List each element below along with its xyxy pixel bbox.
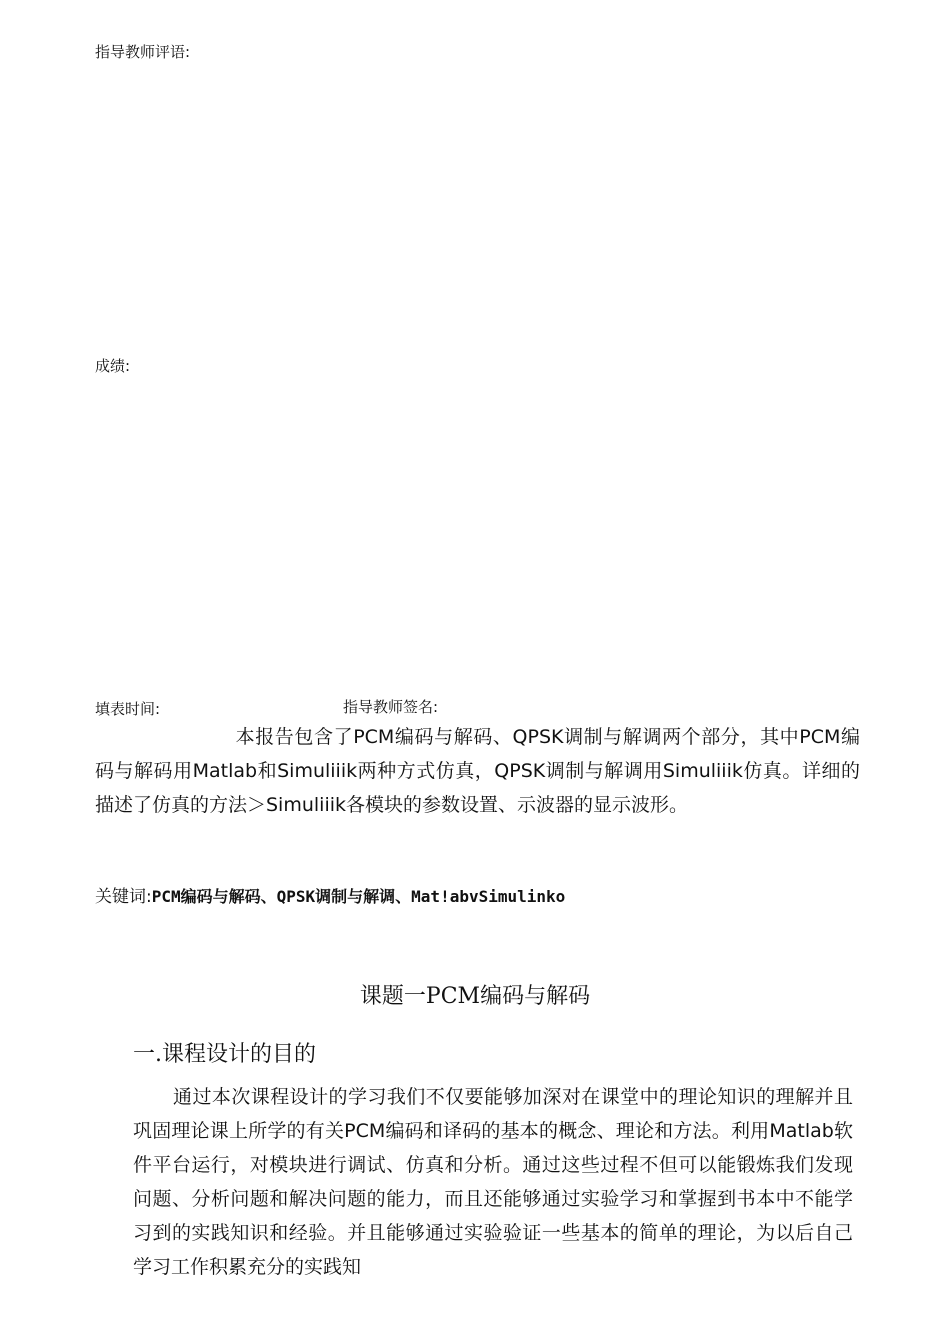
chapter-title: 课题一PCM编码与解码 — [359, 984, 591, 1009]
keywords-value: PCM编码与解码、QPSK调制与解调、Mat!abvSimulinko — [151, 887, 566, 906]
keywords-line — [95, 885, 565, 909]
fill-date-label: 填表时间: — [95, 700, 161, 718]
teacher-signature-label: 指导教师签名: — [343, 698, 439, 716]
teacher-comment-label: 指导教师评语: — [95, 43, 191, 61]
abstract-text: 本报告包含了PCM编码与解码、QPSK调制与解调两个部分，其中PCM编码与解码用Matlab和Simuliiik两种方式仿真，QPSK调制与解调用Simuliiik仿真。详细的描述了仿真的方法＞Simuliiik各模块的参数设置、示波器的显示波形。 — [95, 726, 860, 816]
keywords-label: 关键词: — [95, 887, 152, 907]
grade-label: 成绩: — [95, 357, 131, 375]
section-heading: 一.课程设计的目的 — [133, 1042, 316, 1067]
abstract-paragraph — [95, 720, 860, 822]
section-paragraph: 通过本次课程设计的学习我们不仅要能够加深对在课堂中的理论知识的理解并且巩固理论课上所学的有关PCM编码和译码的基本的概念、理论和方法。利用Matlab软件平台运行，对模块进行调试、仿真和分析。通过这些过程不但可以能锻炼我们发现问题、分析问题和解决问题的能力，而且还能够通过实验学习和掌握到书本中不能学习到的实践知识和经验。并且能够通过实验验证一些基本的简单的理论，为以后自己学习工作积累充分的实践知 — [133, 1086, 853, 1278]
